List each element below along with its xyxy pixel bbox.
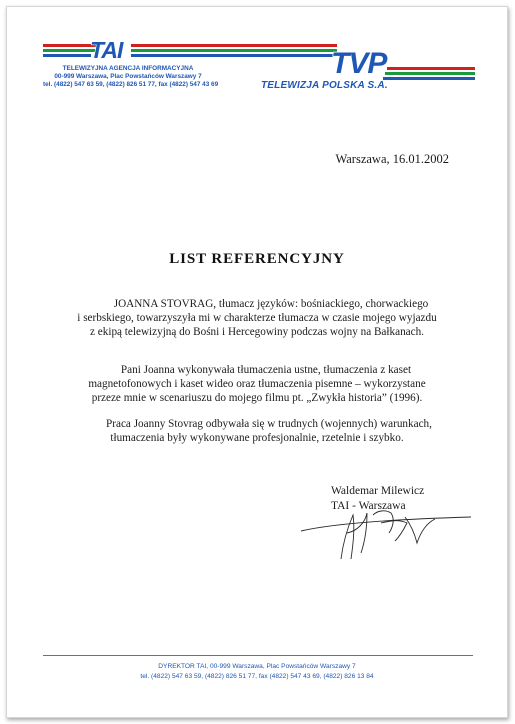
paragraph-line: z ekipą telewizyjną do Bośni i Hercegowiny podczas wojny na Bałkanach. xyxy=(90,326,424,339)
tai-info-line: TELEWIZYJNA AGENCJA INFORMACYJNA xyxy=(62,65,194,72)
tvp-logo-text: TVP xyxy=(331,47,387,79)
paragraph xyxy=(49,297,465,340)
footer-line: DYREKTOR TAI, 00-999 Warszawa, Plac Powstańców Warszawy 7 xyxy=(158,663,356,670)
letter-date: Warszawa, 16.01.2002 xyxy=(335,152,449,166)
handwritten-signature xyxy=(281,493,481,563)
paragraph-line: Pani Joanna wykonywała tłumaczenia ustne, tłumaczenia z kaset xyxy=(120,364,412,376)
paragraph-line: JOANNA STOVRAG, tłumacz języków: bośniackiego, chorwackiego xyxy=(113,298,429,310)
paragraph-line: magnetofonowych i kaset wideo oraz tłumaczenia pisemne – wykorzystane xyxy=(88,378,426,391)
letterhead-stripe-green-left xyxy=(43,49,95,52)
tai-info-line: 00-999 Warszawa, Plac Powstańców Warszawy 7 xyxy=(54,72,202,80)
letterhead-stripe-blue-left xyxy=(43,54,91,57)
paragraph xyxy=(49,417,465,445)
letterhead-stripe-blue-mid xyxy=(131,54,333,57)
footer-contact xyxy=(7,662,507,682)
tai-logo xyxy=(89,37,131,61)
tai-logo-text: TAI xyxy=(90,37,123,61)
letter-title: LIST REFERENCYJNY xyxy=(169,251,345,267)
signatory-name: Waldemar Milewicz xyxy=(331,485,425,497)
tai-info-line: tel. (4822) 547 63 59, (4822) 826 51 77, fax (4822) 547 43 69 xyxy=(43,80,219,88)
letterhead-stripe-red-mid xyxy=(131,44,337,47)
footer-divider xyxy=(43,655,473,656)
tvp-logo xyxy=(329,45,411,79)
tai-contact-info xyxy=(43,65,219,88)
footer-line: tel. (4822) 547 63 59, (4822) 826 51 77, fax (4822) 547 43 69, (4822) 826 13 84 xyxy=(140,673,374,680)
paragraph-line: i serbskiego, towarzyszyła mi w charakterze tłumacza w czasie mojego wyjazdu xyxy=(77,312,437,325)
signatory-organization: TAI - Warszawa xyxy=(331,500,406,512)
tvp-company-name: TELEWIZJA POLSKA S.A. xyxy=(261,80,388,91)
letter-page xyxy=(6,6,508,718)
paragraph xyxy=(49,363,465,406)
letterhead xyxy=(7,7,507,117)
paragraph-line: Praca Joanny Stovrag odbywała się w trudnych (wojennych) warunkach, xyxy=(106,418,432,430)
paragraph-line: przeze mnie w scenariuszu do mojego filmu pt. „Zwykła historia” (1996). xyxy=(91,392,423,405)
paragraph-line: tłumaczenia były wykonywane profesjonalnie, rzetelnie i szybko. xyxy=(110,432,404,445)
letterhead-stripe-green-mid xyxy=(131,49,337,52)
